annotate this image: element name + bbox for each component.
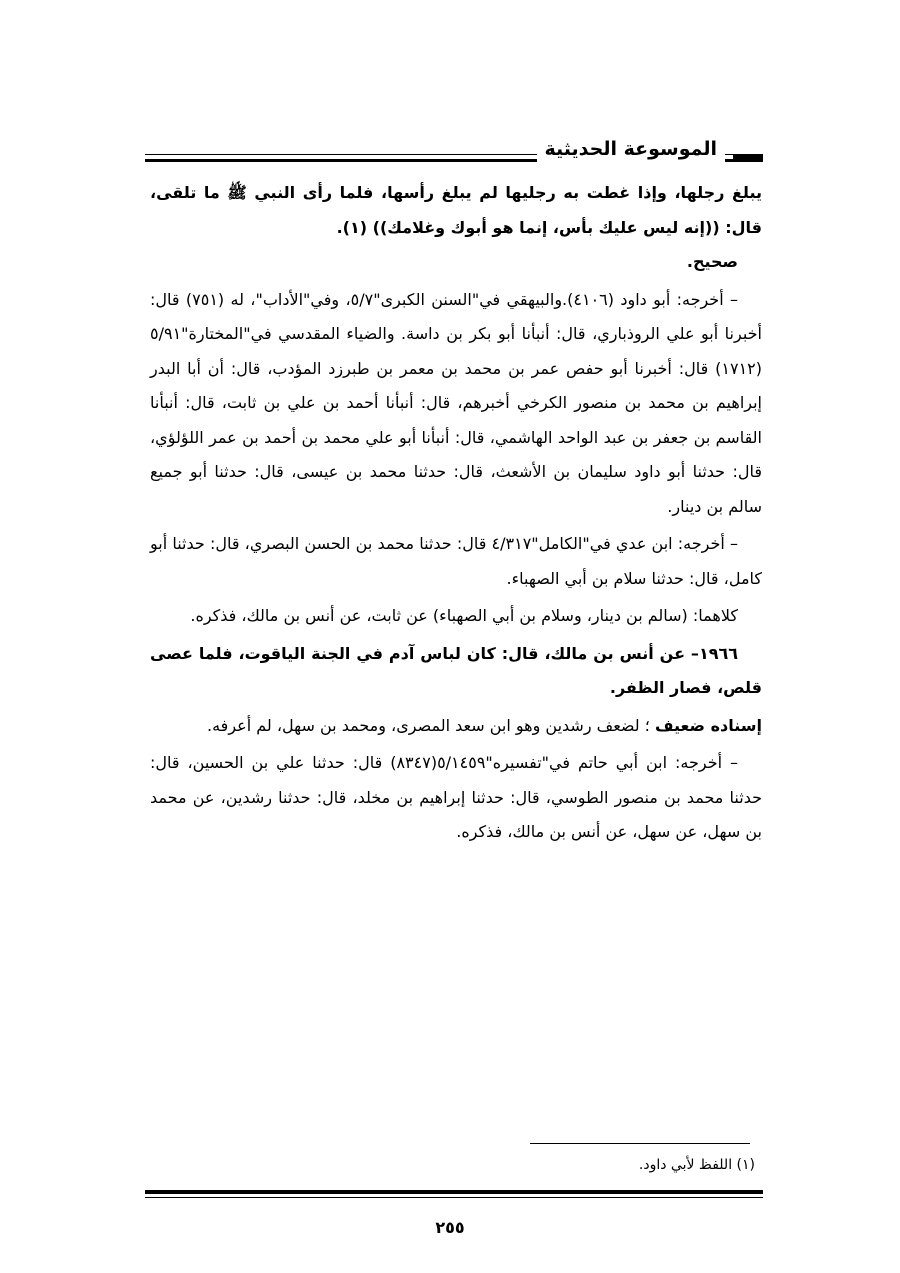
- header-title: الموسوعة الحديثية: [537, 132, 726, 166]
- paragraph-takhrij-1: – أخرجه: أبو داود (٤١٠٦).والبيهقي في"السنن الكبرى"٥/٧، وفي"الأداب"، له (٧٥١) قال: أخبرنا أبو علي الروذباري، قال: أنبأنا أبو بكر بن داسة. والضياء المقدسي في"المختارة"٥/٩١ (١٧١٢) قال: أخبرنا أبو حفص عمر بن محمد بن معمر بن طبرزد المؤدب، قال: أن أبا البدر إبراهيم بن محمد بن منصور الكرخي أخبرهم، قال: أنبأنا أحمد بن علي بن ثابت، قال: أنبأنا القاسم بن جعفر بن عبد الواحد الهاشمي، قال: أنبأنا أبو علي محمد بن أحمد بن عمر اللؤلؤي، قال: حدثنا أبو داود سليمان بن الأشعث، قال: حدثنا محمد بن عيسى، قال: حدثنا أبو جميع سالم بن دينار.: [150, 289, 762, 516]
- paragraph-isnad-grading: [150, 709, 762, 744]
- isnad-grading-label: إسناده ضعيف: [654, 715, 762, 735]
- page-header: [145, 132, 763, 178]
- page-number: ٢٥٥: [435, 1218, 465, 1237]
- paragraph-hadith-continuation: يبلغ رجلها، وإذا غطت به رجليها لم يبلغ رأسها، فلما رأى النبي ﷺ ما تلقى، قال: ((إنه ليس عليك بأس، إنما هو أبوك وغلامك)) (١).: [150, 183, 762, 237]
- paragraph-takhrij-2: – أخرجه: ابن عدي في"الكامل"٤/٣١٧ قال: حدثنا محمد بن الحسن البصري، قال: حدثنا أبو كامل، قال: حدثنا سلام بن أبي الصهباء.: [150, 534, 762, 588]
- footer-rule-thin: [145, 1197, 763, 1198]
- body-text: [150, 176, 762, 850]
- paragraph-grading: صحيح.: [686, 252, 738, 271]
- paragraph-hadith-1966: ١٩٦٦– عن أنس بن مالك، قال: كان لباس آدم في الجنة الياقوت، فلما عصى قلص، فصار الظفر.: [150, 643, 762, 697]
- footnote: (١) اللفظ لأبي داود.: [638, 1157, 755, 1173]
- header-dash: [733, 154, 763, 159]
- paragraph-summary: كلاهما: (سالم بن دينار، وسلام بن أبي الصهباء) عن ثابت، عن أنس بن مالك، فذكره.: [190, 606, 738, 625]
- footnote-rule: [530, 1143, 750, 1144]
- footer-rule-thick: [145, 1190, 763, 1194]
- paragraph-takhrij-3: – أخرجه: ابن أبي حاتم في"تفسيره"٥/١٤٥٩(٨٣٤٧) قال: حدثنا علي بن الحسين، قال: حدثنا محمد بن منصور الطوسي، قال: حدثنا إبراهيم بن مخلد، قال: حدثنا رشدين، عن محمد بن سهل، عن سهل، عن أنس بن مالك، فذكره.: [150, 753, 762, 841]
- isnad-grading-reason: ؛ لضعف رشدين وهو ابن سعد المصرى، ومحمد بن سهل، لم أعرفه.: [207, 715, 655, 735]
